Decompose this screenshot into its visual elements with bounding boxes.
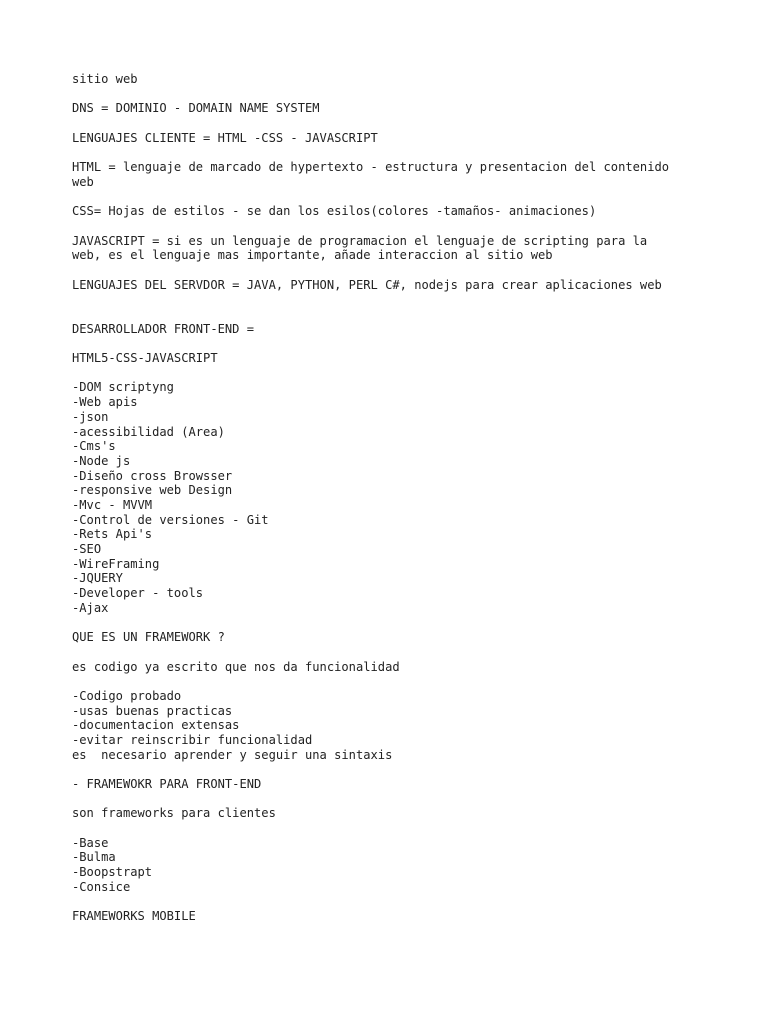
document-line: FRAMEWORKS MOBILE [72,909,196,924]
document-line [72,615,722,630]
document-line: sitio web [72,72,138,86]
document-line [72,792,722,807]
document-line: -Codigo probado [72,688,182,703]
document-line: -Ajax [72,600,109,615]
document-line: son frameworks para clientes [72,806,276,821]
document-line: DNS = DOMINIO - DOMAIN NAME SYSTEM [72,101,320,116]
document-line [72,307,722,322]
document-line [72,336,722,351]
document-line [72,762,722,777]
document-line [72,292,722,307]
document-line: HTML5-CSS-JAVASCRIPT [72,351,218,366]
document-line: -JQUERY [72,571,123,586]
document-line [72,674,722,689]
document-line: -Boopstrapt [72,865,153,880]
document-line: -Diseño cross Browsser [72,468,233,483]
document-line: -acessibilidad (Area) [72,424,225,439]
document-line: -responsive web Design [72,483,233,498]
document-line: LENGUAJES CLIENTE = HTML -CSS - JAVASCRIPT [72,130,378,145]
document-line: -documentacion extensas [72,718,240,733]
document-line: es necesario aprender y seguir una sintaxis [72,747,393,762]
document-line: web, es el lenguaje mas importante, añade interaccion al sitio web [72,248,553,263]
document-line [72,116,722,131]
document-line: -Developer - tools [72,586,204,601]
document-line: -Web apis [72,395,138,410]
document-line: QUE ES UN FRAMEWORK ? [72,630,225,645]
document-line [72,145,722,160]
document-line [72,366,722,381]
document-line: -Cms's [72,439,116,454]
document-line: -json [72,409,109,424]
document-line: JAVASCRIPT = si es un lenguaje de programacion el lenguaje de scripting para la [72,233,648,248]
document-line: -Bulma [72,850,116,865]
document-line: -DOM scriptyng [72,380,174,395]
document-line: -Base [72,835,109,850]
document-line: -evitar reinscribir funcionalidad [72,732,313,747]
document-line: HTML = lenguaje de marcado de hypertexto - estructura y presentacion del contenido [72,160,670,175]
document-line: -Control de versiones - Git [72,512,269,527]
document-line: -Consice [72,879,131,894]
document-line: web [72,174,94,189]
document-line: -Mvc - MVVM [72,497,153,512]
document-line [72,895,722,910]
document-line: LENGUAJES DEL SERVDOR = JAVA, PYTHON, PERL C#, nodejs para crear aplicaciones web [72,277,662,292]
document-line: -SEO [72,542,102,556]
document-line: CSS= Hojas de estilos - se dan los esilos(colores -tamaños- animaciones) [72,204,597,219]
document-line: es codigo ya escrito que nos da funcionalidad [72,659,400,674]
document-line: -Rets Api's [72,527,153,542]
document-line: -Node js [72,453,131,468]
document-line [72,821,722,836]
document-line: - FRAMEWOKR PARA FRONT-END [72,777,262,791]
document-line [72,263,722,278]
document-line: -WireFraming [72,556,160,571]
document-page [72,72,722,924]
document-line [72,219,722,234]
document-line: DESARROLLADOR FRONT-END = [72,321,255,336]
document-line [72,190,722,205]
document-line [72,87,722,102]
document-line: -usas buenas practicas [72,703,233,718]
document-line [72,645,722,660]
